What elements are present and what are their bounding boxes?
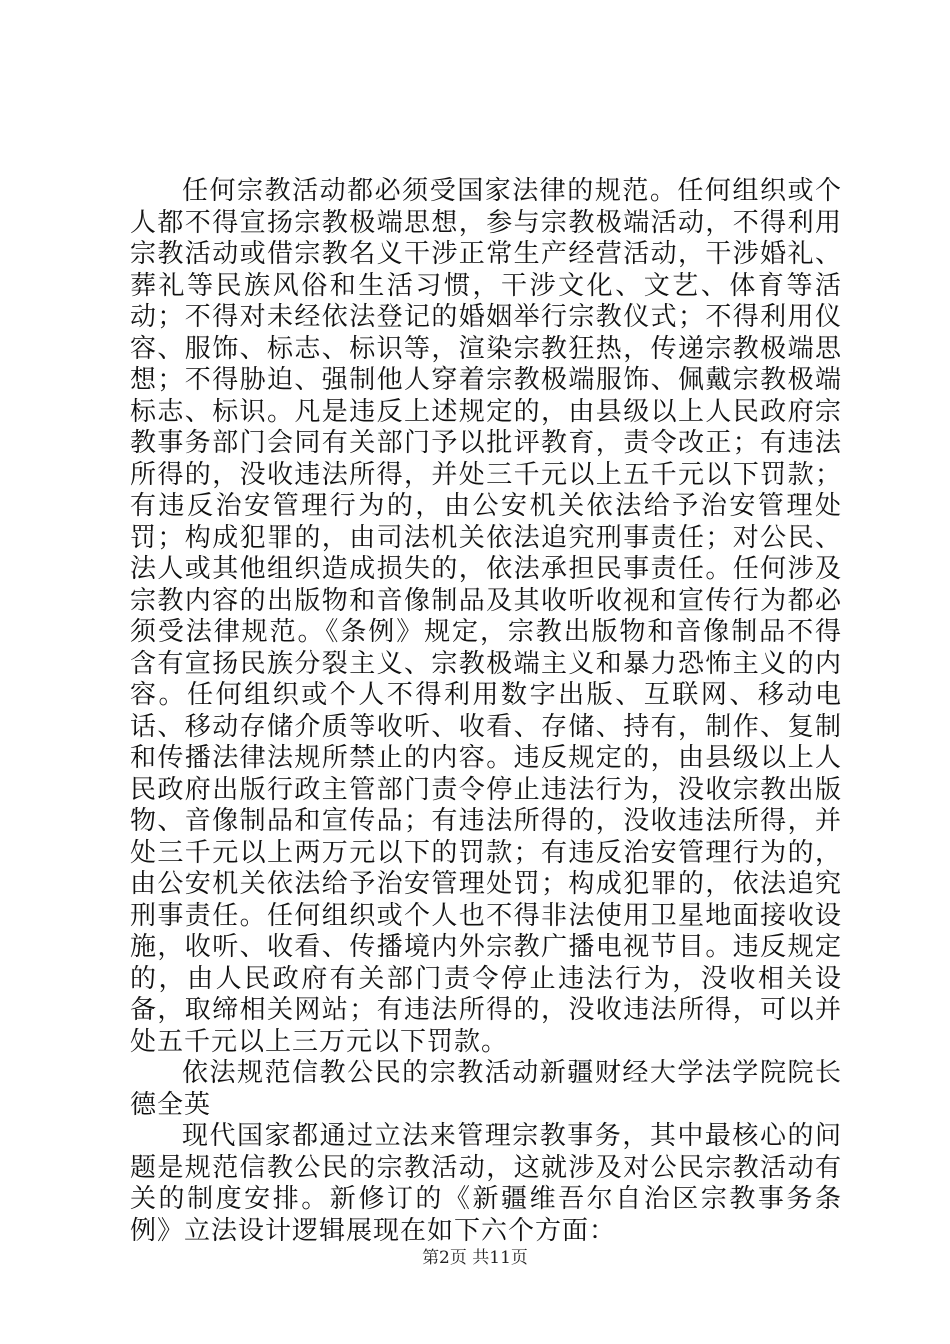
paragraph-modern-state-legislation: 现代国家都通过立法来管理宗教事务，其中最核心的问题是规范信教公民的宗教活动，这就涉及对公民宗教活动有关的制度安排。新修订的《新疆维吾尔自治区宗教事务条例》立法设计逻辑展现在如下六个方面：: [130, 1121, 842, 1246]
page-number-footer: 第2页 共11页: [422, 1248, 528, 1268]
document-body: [130, 176, 842, 1247]
paragraph-religious-activity-regulation: 任何宗教活动都必须受国家法律的规范。任何组织或个人都不得宣扬宗教极端思想，参与宗教极端活动，不得利用宗教活动或借宗教名义干涉正常生产经营活动，干涉婚礼、葬礼等民族风俗和生活习惯，干涉文化、文艺、体育等活动；不得对未经依法登记的婚姻举行宗教仪式；不得利用仪容、服饰、标志、标识等，渲染宗教狂热，传递宗教极端思想；不得胁迫、强制他人穿着宗教极端服饰、佩戴宗教极端标志、标识。凡是违反上述规定的，由县级以上人民政府宗教事务部门会同有关部门予以批评教育，责令改正；有违法所得的，没收违法所得，并处三千元以上五千元以下罚款；有违反治安管理行为的，由公安机关依法给予治安管理处罚；构成犯罪的，由司法机关依法追究刑事责任；对公民、法人或其他组织造成损失的，依法承担民事责任。任何涉及宗教内容的出版物和音像制品及其收听收视和宣传行为都必须受法律规范。《条例》规定，宗教出版物和音像制品不得含有宣扬民族分裂主义、宗教极端主义和暴力恐怖主义的内容。任何组织或个人不得利用数字出版、互联网、移动电话、移动存储介质等收听、收看、存储、持有，制作、复制和传播法律法规所禁止的内容。违反规定的，由县级以上人民政府出版行政主管部门责令停止违法行为，没收宗教出版物、音像制品和宣传品；有违法所得的，没收违法所得，并处三千元以上两万元以下的罚款；有违反治安管理行为的，由公安机关依法给予治安管理处罚；构成犯罪的，依法追究刑事责任。任何组织或个人也不得非法使用卫星地面接收设施，收听、收看、传播境内外宗教广播电视节目。违反规定的，由人民政府有关部门责令停止违法行为，没收相关设备，取缔相关网站；有违法所得的，没收违法所得，可以并处五千元以上三万元以下罚款。: [130, 176, 842, 1057]
paragraph-article-heading: 依法规范信教公民的宗教活动新疆财经大学法学院院长德全英: [130, 1058, 842, 1120]
